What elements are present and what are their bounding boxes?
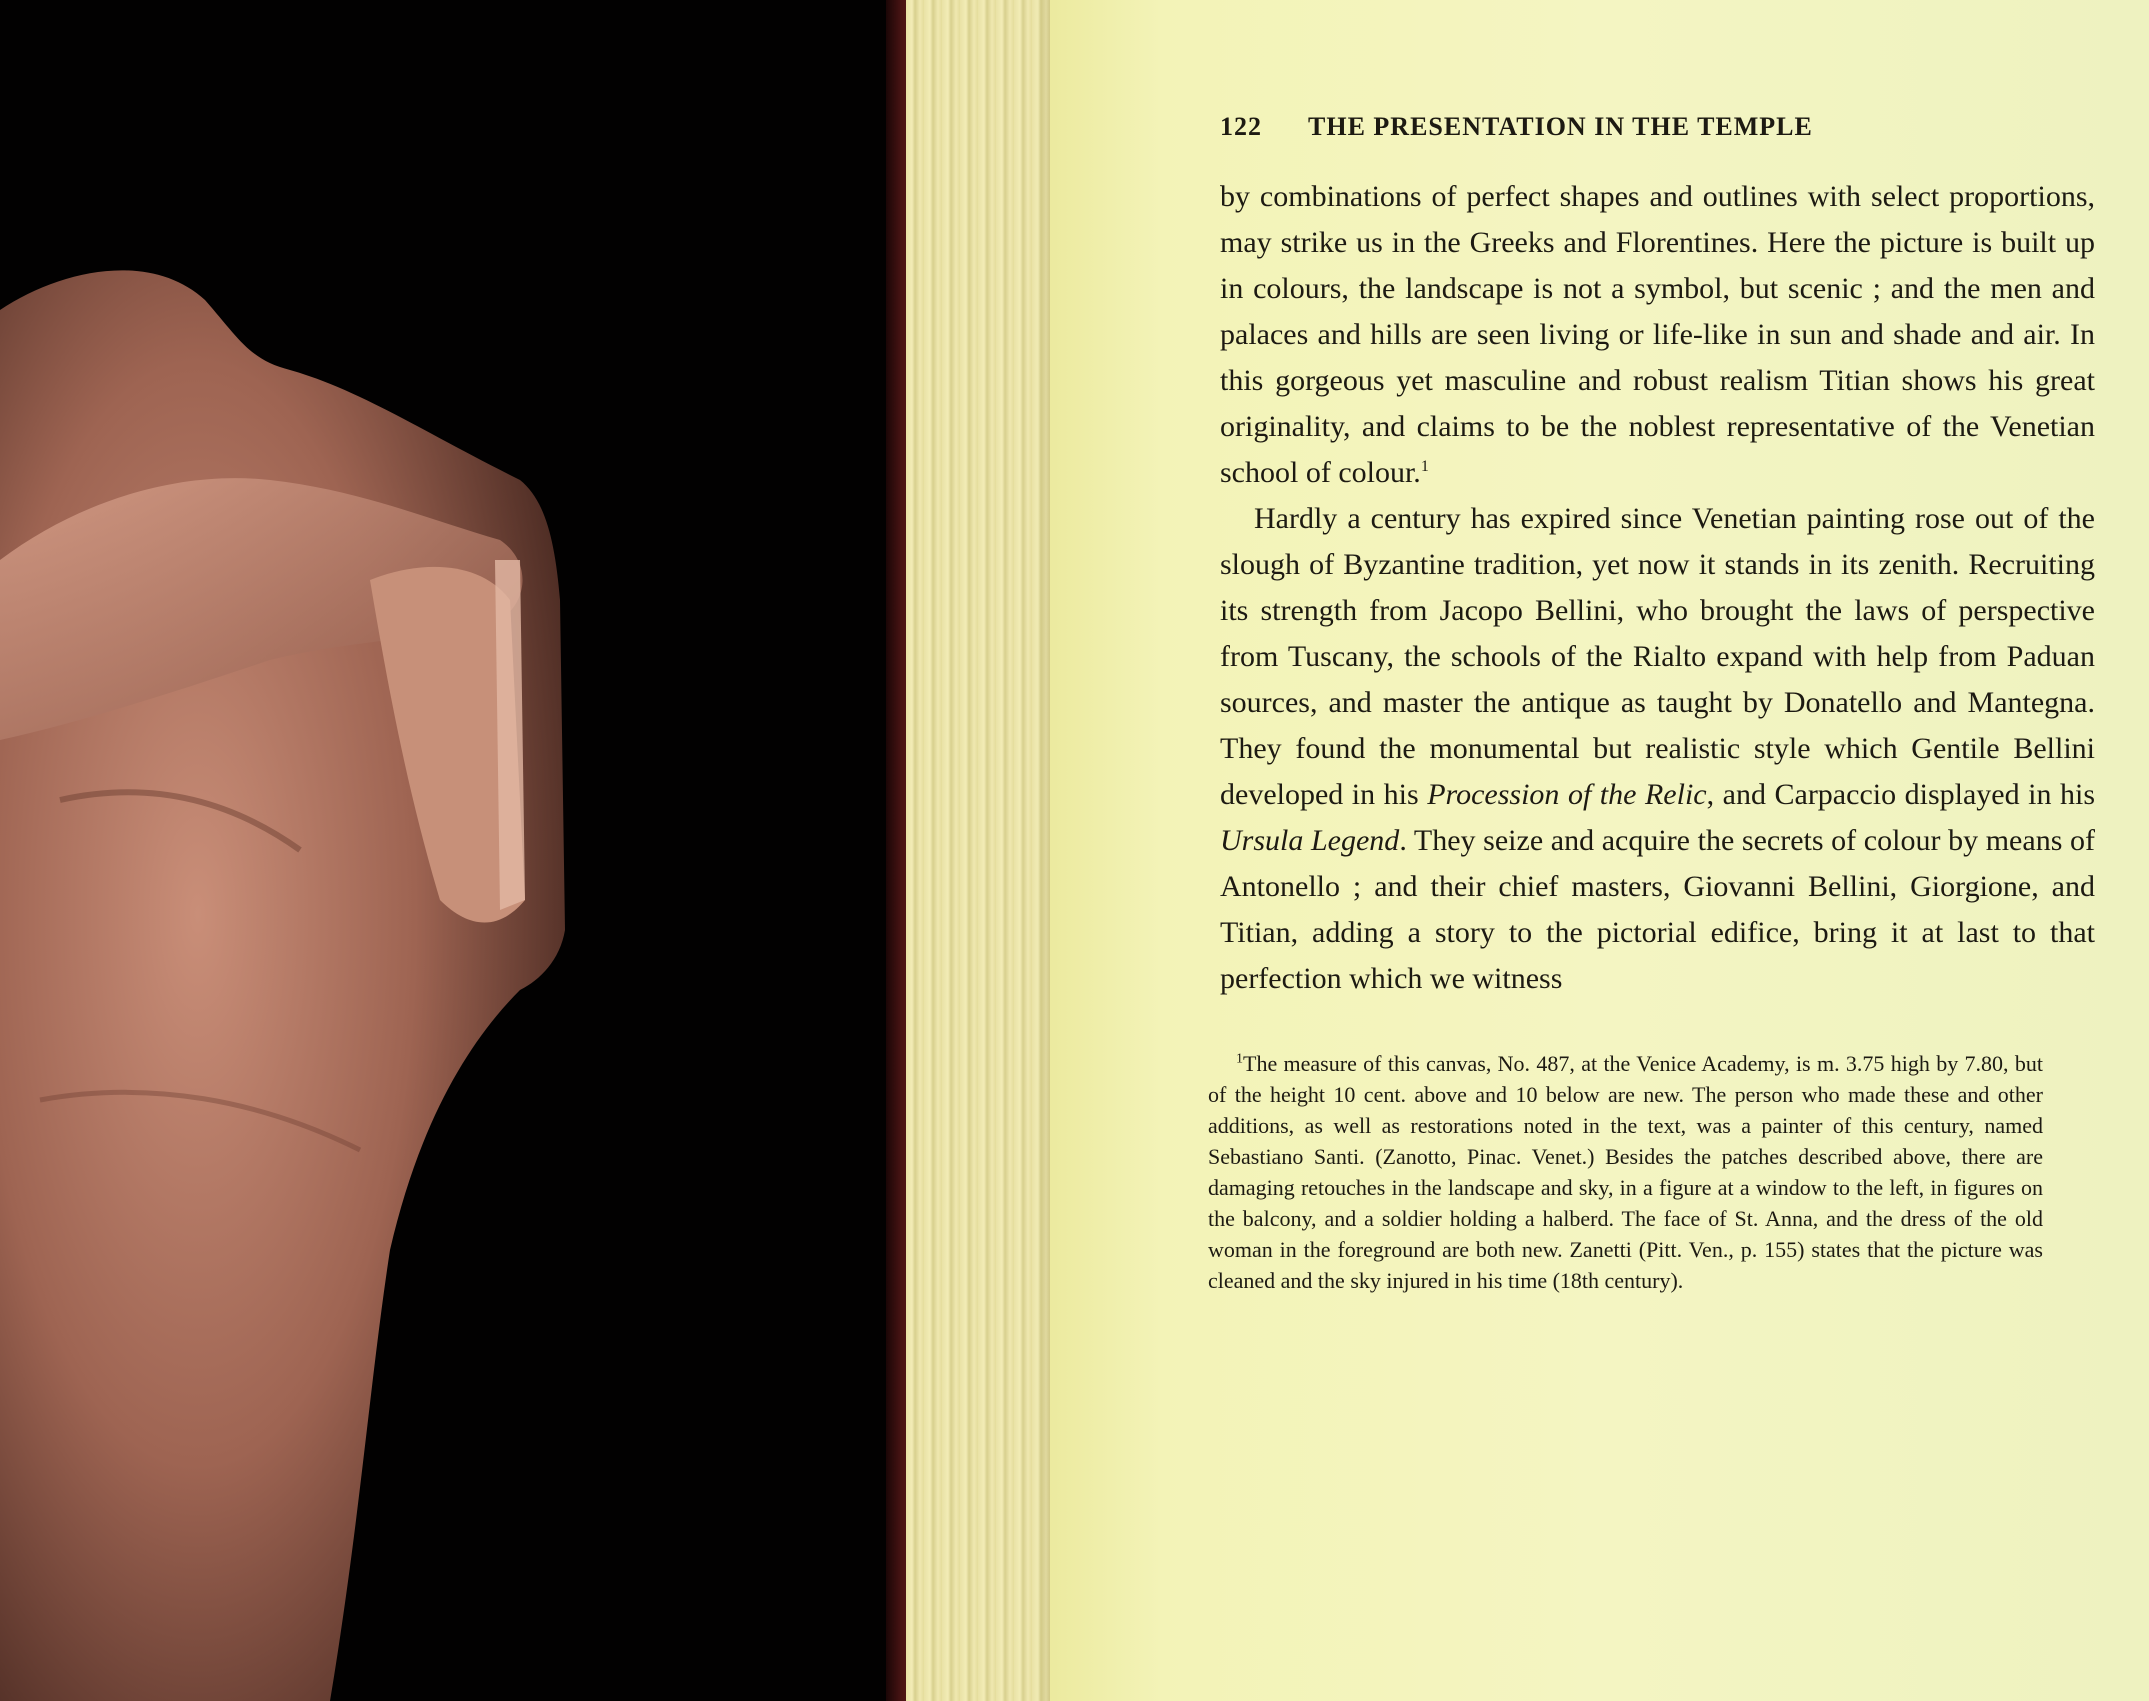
footnote-marker: 1 xyxy=(1236,1051,1243,1067)
page-content xyxy=(1208,112,2095,1296)
paragraph-1 xyxy=(1220,174,2095,496)
running-title: THE PRESENTATION IN THE TEMPLE xyxy=(1308,112,1813,141)
hand-holding-book xyxy=(0,0,600,1701)
page-number: 122 xyxy=(1220,112,1262,141)
paragraph-1-text: by combinations of perfect shapes and outlines with select proportions, may strike us in the Greeks and Florentines. Here the picture is built up in colours, the landscape is not a symbol, but scenic ; and the men and palaces and hills are seen living or life-like in sun and shade and air. In this gorgeous yet masculine and robust realism Titian shows his great originality, and claims to be the noblest representative of the Venetian school of colour. xyxy=(1220,180,2095,489)
body-text xyxy=(1220,174,2095,1002)
footnote-text: The measure of this canvas, No. 487, at the Venice Academy, is m. 3.75 high by 7.80, but of the height 10 cent. above and 10 below are new. The person who made these and other additions, as well as restorations noted in the text, was a painter of this century, named Sebastiano Santi. (Zanotto, Pinac. Venet.) Besides the patches described above, there are damaging retouches in the landscape and sky, in a figure at a window to the left, in figures on the balcony, and a soldier holding a halberd. The face of St. Anna, and the dress of the old woman in the foreground are both new. Zanetti (Pitt. Ven., p. 155) states that the picture was cleaned and the sky injured in his time (18th century). xyxy=(1208,1051,2043,1293)
paragraph-2-text-a: Hardly a century has expired since Venetian painting rose out of the slough of Byzantine tradition, yet now it stands in its zenith. Recruiting its strength from Jacopo Bellini, who brought the laws of perspective from Tuscany, the schools of the Rialto expand with help from Paduan sources, and master the antique as taught by Donatello and Mantegna. They found the monumental but realistic style which Gentile Bellini developed in his xyxy=(1220,502,2095,811)
footnote-reference: 1 xyxy=(1420,458,1429,475)
footnote xyxy=(1208,1048,2043,1296)
paragraph-2-text-c: . They seize and acquire the secrets of colour by means of Antonello ; and their chief masters, Giovanni Bellini, Giorgione, and Titian, adding a story to the pictorial edifice, bring it at last to that perfection which we witness xyxy=(1220,824,2095,995)
paragraph-2-text-b: , and Carpaccio displayed in his xyxy=(1706,778,2095,811)
paragraph-2 xyxy=(1220,496,2095,1002)
running-head xyxy=(1220,112,2095,156)
italic-title-ursula: Ursula Legend xyxy=(1220,824,1400,857)
italic-title-procession: Procession of the Relic xyxy=(1427,778,1707,811)
book-page xyxy=(1050,0,2149,1701)
page-edges xyxy=(906,0,1056,1701)
